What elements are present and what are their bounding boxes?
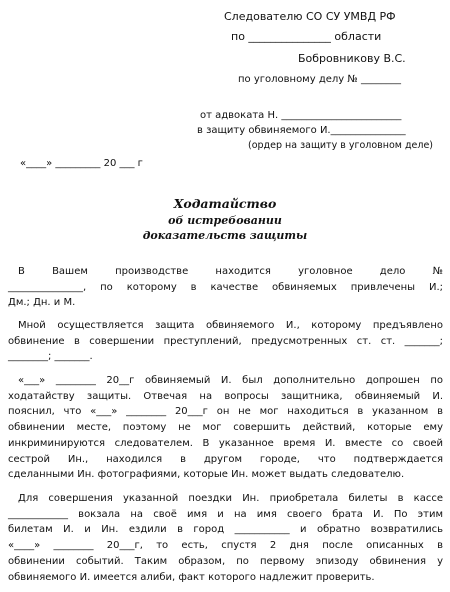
header-case-number: по уголовному делу № ________ <box>238 74 401 85</box>
paragraph-line: В Вашем производстве находится уголовное дело № <box>18 266 443 277</box>
document-subtitle: об истребовании <box>168 214 282 227</box>
document-subtitle-2: доказательств защиты <box>142 229 308 242</box>
paragraph-line: обвинении событий. Таким образом, по первому эпизоду обвинения у <box>8 555 443 567</box>
header-region: по _______________ области <box>231 30 382 43</box>
paragraph-line: Для совершения указанной поездки Ин. приобретала билеты в кассе <box>18 493 443 504</box>
paragraph-line: пояснил, что «___» ________ 20___г он не мог находиться в указанном в <box>8 406 443 418</box>
paragraph-line: обвинении месте, поэтому не мог совершить действий, которые ему <box>8 422 443 434</box>
date-line: «____» _________ 20 ___ г <box>20 158 143 169</box>
paragraph-line: ____________ вокзала на своё имя и на имя своего брата И. По этим <box>8 508 443 520</box>
paragraph-1 <box>8 264 443 311</box>
paragraph-line: билетам И. и Ин. ездили в город ___________ и обратно возвратились <box>8 524 443 536</box>
paragraph-3 <box>8 373 443 483</box>
paragraph-line: «___» ________ 20__г обвиняемый И. был дополнительно допрошен по <box>18 375 443 386</box>
header-defense-of: в защиту обвиняемого И._______________ <box>197 125 406 136</box>
paragraph-line: ________; _______. <box>8 351 93 363</box>
paragraph-2 <box>8 318 443 365</box>
header-from-lawyer: от адвоката Н. ________________________ <box>200 110 402 121</box>
document-title: Ходатайство <box>173 196 277 211</box>
paragraph-line: обвинение в совершении преступлений, предусмотренных ст. ст. _______; <box>8 335 443 347</box>
paragraph-line: сестрой Ин., находился в другом городе, что подтверждается <box>8 453 443 465</box>
paragraph-line: обвиняемого И. имеется алиби, факт которого надлежит проверить. <box>8 571 375 583</box>
paragraph-line: ходатайству защиты. Отвечая на вопросы защитника, обвиняемый И. <box>8 390 443 402</box>
paragraph-line: Мной осуществляется защита обвиняемого И., которому предъявлено <box>18 320 443 331</box>
paragraph-line: сделанными Ин. фотографиями, которые Ин. может выдать следователю. <box>8 469 405 481</box>
paragraph-4 <box>8 491 443 585</box>
header-name: Бобровникову В.С. <box>298 52 406 65</box>
header-warrant-note: (ордер на защиту в уголовном деле) <box>248 140 434 151</box>
paragraph-line: инкриминируются следователем. В указанное время И. вместе со своей <box>8 437 443 449</box>
paragraph-line: «____» ________ 20___г, то есть, спустя 2 дня после описанных в <box>8 540 443 552</box>
paragraph-line: Дм.; Дн. и М. <box>8 297 76 309</box>
header-addressee: Следователю СО СУ УМВД РФ <box>224 10 396 23</box>
paragraph-line: _______________, по которому в качестве обвиняемых привлечены И.; <box>8 281 443 293</box>
